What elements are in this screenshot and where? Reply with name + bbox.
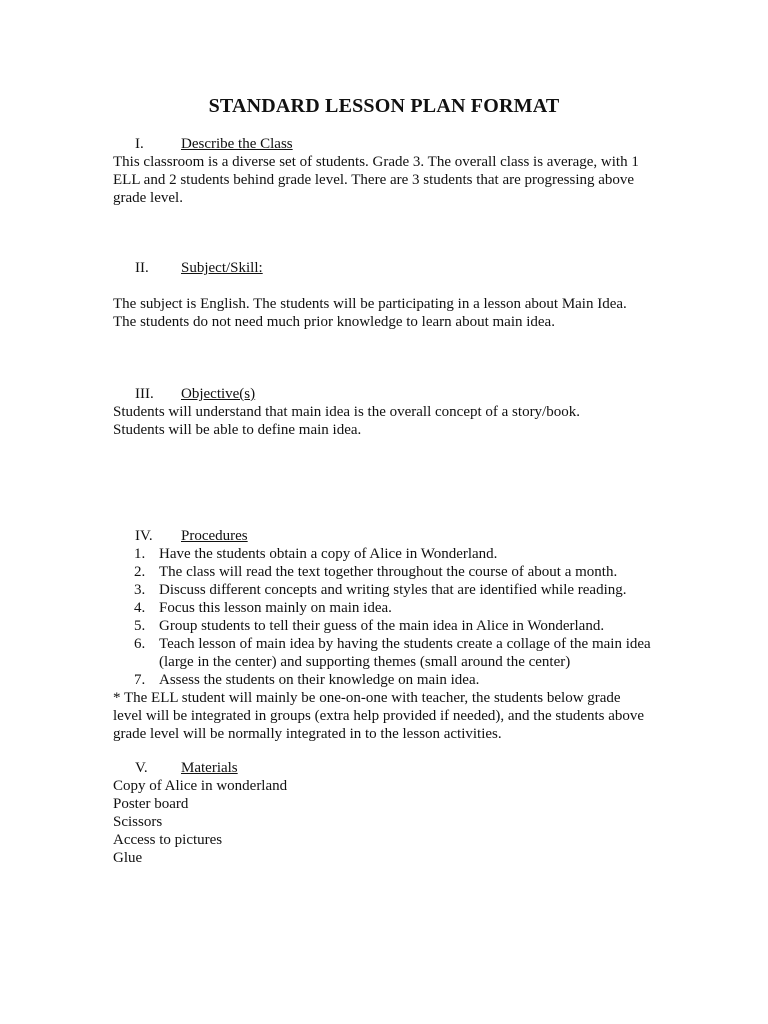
material-item: Copy of Alice in wonderland: [113, 778, 288, 794]
section-numeral: IV.: [135, 528, 153, 544]
section-title: Subject/Skill:: [181, 260, 263, 276]
material-item: Poster board: [113, 796, 189, 812]
section-title: Describe the Class: [181, 136, 293, 152]
list-item-text: Group students to tell their guess of the main idea in Alice in Wonderland.: [159, 618, 605, 634]
list-item-text: Discuss different concepts and writing styles that are identified while reading.: [159, 582, 627, 598]
list-item: [113, 599, 673, 617]
paragraph-line: ELL and 2 students behind grade level. There are 3 students that are progressing above: [113, 172, 635, 188]
section-title: Objective(s): [181, 386, 256, 402]
list-item-text: Teach lesson of main idea by having the students create a collage of the main idea: [159, 636, 651, 652]
paragraph-line: The subject is English. The students will be participating in a lesson about Main Idea.: [113, 296, 627, 312]
materials-list: [113, 777, 653, 867]
describe-paragraph: [113, 153, 653, 207]
list-item: [113, 671, 673, 689]
paragraph-line: Students will be able to define main idea.: [113, 422, 362, 438]
list-item: [113, 563, 673, 581]
note-line: grade level will be normally integrated in to the lesson activities.: [113, 726, 502, 742]
material-item: Scissors: [113, 814, 163, 830]
section-title: Procedures: [181, 528, 248, 544]
list-item-number: 6.: [134, 636, 146, 652]
document-title: STANDARD LESSON PLAN FORMAT: [208, 95, 560, 117]
list-item: [113, 545, 673, 563]
list-item: [113, 617, 673, 635]
paragraph-line: This classroom is a diverse set of students. Grade 3. The overall class is average, with 1: [113, 154, 639, 170]
procedures-note: [113, 689, 673, 743]
paragraph-line: Students will understand that main idea is the overall concept of a story/book.: [113, 404, 580, 420]
list-item-text: Assess the students on their knowledge on main idea.: [159, 672, 480, 688]
list-item-text: Have the students obtain a copy of Alice in Wonderland.: [159, 546, 498, 562]
objectives-paragraph: [113, 403, 653, 439]
list-item-text-continued: (large in the center) and supporting themes (small around the center): [159, 654, 571, 670]
list-item-text: The class will read the text together throughout the course of about a month.: [159, 564, 618, 580]
section-numeral: II.: [135, 260, 149, 276]
section-numeral: V.: [135, 760, 148, 776]
list-item-number: 2.: [134, 564, 146, 580]
list-item-number: 5.: [134, 618, 146, 634]
section-title: Materials: [181, 760, 238, 776]
paragraph-line: grade level.: [113, 190, 183, 206]
note-line: level will be integrated in groups (extra help provided if needed), and the students above: [113, 708, 645, 724]
list-item-number: 4.: [134, 600, 146, 616]
section-numeral: I.: [135, 136, 144, 152]
material-item: Glue: [113, 850, 143, 866]
section-numeral: III.: [135, 386, 154, 402]
paragraph-line: The students do not need much prior knowledge to learn about main idea.: [113, 314, 555, 330]
material-item: Access to pictures: [113, 832, 223, 848]
note-line: * The ELL student will mainly be one-on-one with teacher, the students below grade: [113, 690, 621, 706]
list-item-number: 7.: [134, 672, 146, 688]
list-item-text: Focus this lesson mainly on main idea.: [159, 600, 392, 616]
list-item-number: 3.: [134, 582, 146, 598]
subject-paragraph: [113, 295, 653, 331]
list-item: [113, 581, 673, 599]
list-item: [113, 635, 673, 671]
procedures-list: [113, 545, 673, 689]
list-item-number: 1.: [134, 546, 146, 562]
